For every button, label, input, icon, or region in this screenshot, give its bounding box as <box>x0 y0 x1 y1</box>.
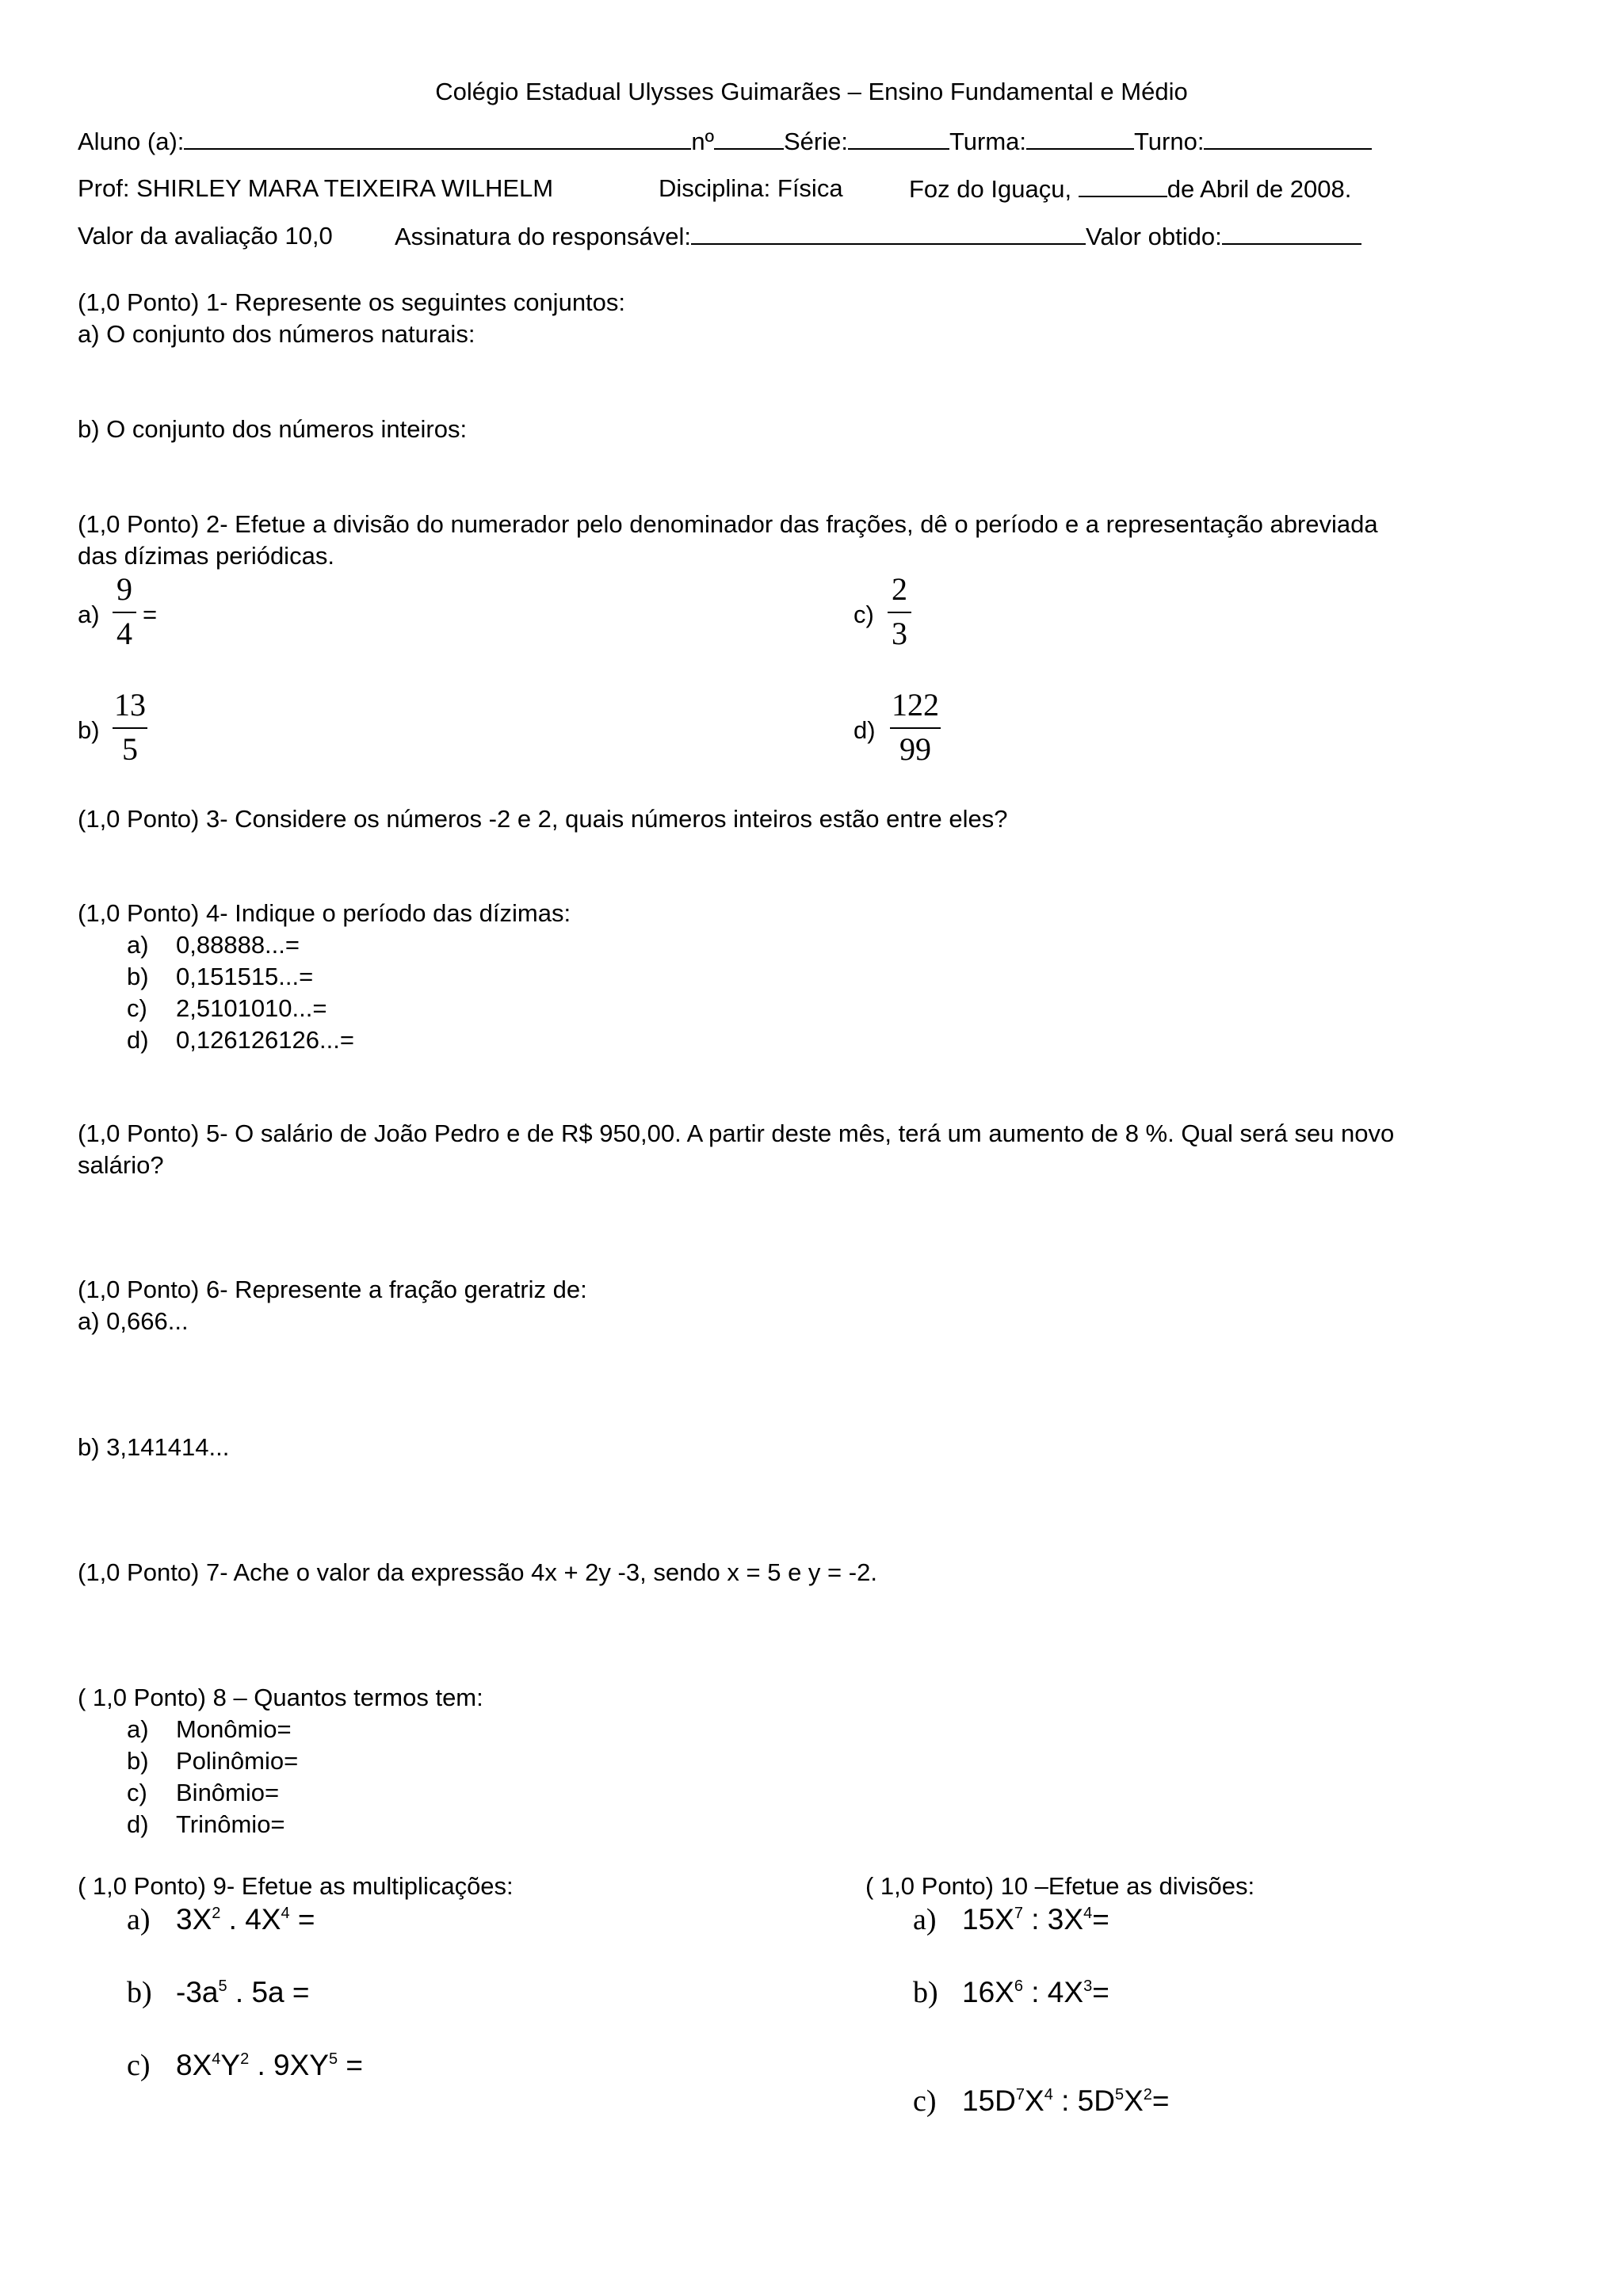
exponent: 2 <box>240 2050 250 2068</box>
exponent: 6 <box>1014 1978 1023 1995</box>
q9-a-label: a) <box>127 1903 151 1936</box>
q6-b: b) 3,141414... <box>78 1433 230 1461</box>
q4-title: (1,0 Ponto) 4- Indique o período das dízimas: <box>78 899 571 927</box>
serie-label: Série: <box>783 128 848 155</box>
term: = <box>338 2049 363 2081</box>
q8-b-text: Polinômio= <box>176 1747 299 1775</box>
q2-d-fraction <box>890 688 941 767</box>
turma-blank <box>1026 126 1134 150</box>
exponent: 4 <box>1044 2086 1053 2103</box>
fraction-bar <box>113 612 136 613</box>
q9-title: ( 1,0 Ponto) 9- Efetue as multiplicações: <box>78 1872 514 1900</box>
term: . 5a = <box>227 1976 310 2008</box>
fraction-bar <box>888 612 911 613</box>
assinatura-line <box>395 221 1361 252</box>
q2-d-num: 122 <box>892 687 939 723</box>
q10-a-label: a) <box>913 1903 937 1936</box>
q2-a-label: a) <box>78 601 100 628</box>
q1-title: (1,0 Ponto) 1- Represente os seguintes conjuntos: <box>78 288 626 316</box>
disciplina: Disciplina: Física <box>659 174 843 202</box>
term: = <box>1151 2084 1170 2117</box>
term: 15X <box>962 1903 1014 1936</box>
valor-obtido-blank <box>1222 221 1361 245</box>
numero-blank <box>714 126 784 150</box>
exponent: 4 <box>212 2050 221 2068</box>
q9-b-label: b) <box>127 1976 152 2009</box>
fraction-bar <box>113 727 147 729</box>
q2-c-num: 2 <box>892 571 907 607</box>
q2-b-label: b) <box>78 716 100 744</box>
q8-a-text: Monômio= <box>176 1715 292 1743</box>
student-info-line <box>78 126 1372 157</box>
q9-c-label: c) <box>127 2049 151 2082</box>
q4-d-label: d) <box>127 1026 149 1054</box>
q10-a-expr <box>962 1905 1109 1935</box>
term: 8X <box>176 2049 212 2081</box>
turno-label: Turno: <box>1134 128 1205 155</box>
q8-title: ( 1,0 Ponto) 8 – Quantos termos tem: <box>78 1684 483 1711</box>
turno-blank <box>1204 126 1372 150</box>
q1-a: a) O conjunto dos números naturais: <box>78 320 475 348</box>
q2-title-line2: das dízimas periódicas. <box>78 542 334 570</box>
q10-b-expr <box>962 1978 1109 2008</box>
term: 3X <box>176 1903 212 1936</box>
q4-d-text: 0,126126126...= <box>176 1026 354 1054</box>
term: Y <box>220 2049 241 2081</box>
aluno-blank <box>184 126 691 150</box>
q2-c-fraction <box>888 572 911 651</box>
turma-label: Turma: <box>949 128 1026 155</box>
term: X <box>1124 2084 1144 2117</box>
q2-a-num: 9 <box>116 571 132 607</box>
local-prefix: Foz do Iguaçu, <box>909 175 1072 203</box>
term: 15D <box>962 2084 1016 2117</box>
exponent: 4 <box>1083 1905 1093 1922</box>
q8-d-text: Trinômio= <box>176 1810 285 1838</box>
q6-a: a) 0,666... <box>78 1307 189 1335</box>
q6-title: (1,0 Ponto) 6- Represente a fração geratriz de: <box>78 1276 587 1303</box>
q2-c-den: 3 <box>892 616 907 651</box>
exponent: 2 <box>1143 2086 1152 2103</box>
q4-b-text: 0,151515...= <box>176 963 314 990</box>
exponent: 7 <box>1015 2086 1025 2103</box>
term: . 4X <box>220 1903 281 1936</box>
term: . 9XY <box>249 2049 329 2081</box>
q1-b: b) O conjunto dos números inteiros: <box>78 415 468 443</box>
q4-a-text: 0,88888...= <box>176 931 300 959</box>
exponent: 3 <box>1083 1978 1093 1995</box>
q2-title-line1: (1,0 Ponto) 2- Efetue a divisão do numerador pelo denominador das frações, dê o período e a representação abreviada <box>78 510 1378 538</box>
q8-d-label: d) <box>127 1810 149 1838</box>
q8-a-label: a) <box>127 1715 149 1743</box>
q8-c-label: c) <box>127 1779 147 1806</box>
q8-b-label: b) <box>127 1747 149 1775</box>
q9-b-expr <box>176 1978 310 2008</box>
term: X <box>1025 2084 1044 2117</box>
q2-c-label: c) <box>854 601 874 628</box>
q9-a-expr <box>176 1905 315 1935</box>
valor-avaliacao: Valor da avaliação 10,0 <box>78 222 333 250</box>
q2-a-den: 4 <box>116 616 132 651</box>
q10-c-label: c) <box>913 2084 937 2118</box>
term: -3a <box>176 1976 219 2008</box>
q4-a-label: a) <box>127 931 149 959</box>
prof-name: Prof: SHIRLEY MARA TEIXEIRA WILHELM <box>78 174 554 202</box>
q3-title: (1,0 Ponto) 3- Considere os números -2 e 2, quais números inteiros estão entre eles? <box>78 805 1008 833</box>
q10-c-expr <box>962 2086 1170 2116</box>
assinatura-label: Assinatura do responsável: <box>395 223 691 250</box>
term: 16X <box>962 1976 1014 2008</box>
q5-line2: salário? <box>78 1151 164 1179</box>
term: : 5D <box>1052 2084 1115 2117</box>
term: = <box>1092 1976 1109 2008</box>
valor-obtido-label: Valor obtido: <box>1085 223 1222 250</box>
q2-a-fraction <box>113 572 136 651</box>
q10-b-label: b) <box>913 1976 938 2009</box>
exponent: 5 <box>328 2050 338 2068</box>
q7-title: (1,0 Ponto) 7- Ache o valor da expressão 4x + 2y -3, sendo x = 5 e y = -2. <box>78 1558 877 1586</box>
q2-d-den: 99 <box>899 731 931 767</box>
q2-a-equals: = <box>143 601 158 628</box>
numero-label: nº <box>691 128 714 155</box>
q2-d-label: d) <box>854 716 876 744</box>
term: : 3X <box>1022 1903 1084 1936</box>
term: : 4X <box>1022 1976 1084 2008</box>
q10-title: ( 1,0 Ponto) 10 –Efetue as divisões: <box>865 1872 1255 1900</box>
q2-b-den: 5 <box>122 731 138 767</box>
q2-b-fraction <box>113 688 147 767</box>
assinatura-blank <box>691 221 1086 245</box>
aluno-label: Aluno (a): <box>78 128 185 155</box>
serie-blank <box>848 126 949 150</box>
term: = <box>1092 1903 1109 1936</box>
day-blank <box>1079 174 1167 197</box>
q9-c-expr <box>176 2050 363 2081</box>
exponent: 4 <box>281 1905 290 1922</box>
local-suffix: de Abril de 2008. <box>1167 175 1352 203</box>
q5-line1: (1,0 Ponto) 5- O salário de João Pedro e de R$ 950,00. A partir deste mês, terá um aumento de 8 %. Qual será seu novo <box>78 1119 1395 1147</box>
exponent: 5 <box>1114 2086 1125 2103</box>
q4-c-text: 2,5101010...= <box>176 994 327 1022</box>
q8-c-text: Binômio= <box>176 1779 280 1806</box>
exponent: 5 <box>218 1978 227 1995</box>
term: = <box>289 1903 315 1936</box>
fraction-bar <box>890 727 941 729</box>
q4-b-label: b) <box>127 963 149 990</box>
q2-b-num: 13 <box>114 687 146 723</box>
school-name: Colégio Estadual Ulysses Guimarães – Ensino Fundamental e Médio <box>435 78 1188 105</box>
q4-c-label: c) <box>127 994 147 1022</box>
exponent: 7 <box>1014 1905 1023 1922</box>
exponent: 2 <box>212 1905 221 1922</box>
local-date <box>909 174 1351 204</box>
